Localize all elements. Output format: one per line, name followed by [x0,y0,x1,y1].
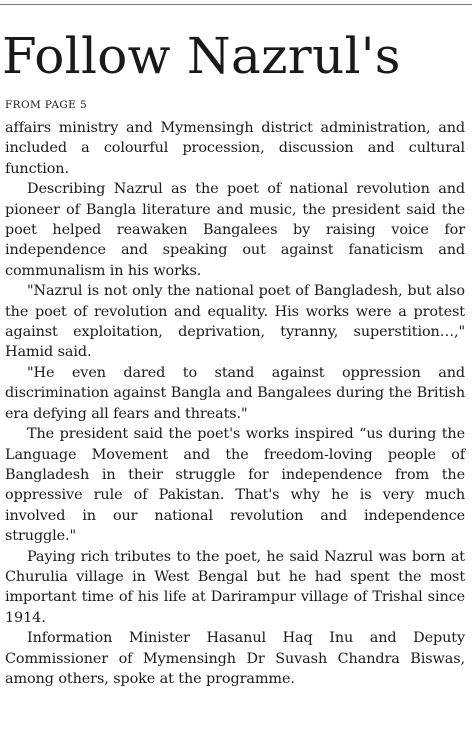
paragraph: The president said the poet's works inspired “us during the Language Movement and the freedom-loving people of Bangladesh in their struggle for independence from the oppressive rule of Pakistan. That's why he is very much involved in our national revolution and independence struggle." [5,426,465,545]
paragraph: Information Minister Hasanul Haq Inu and Deputy Commissioner of Mymensingh Dr Suvash Chandra Biswas, among others, spoke at the programme. [5,630,465,687]
paragraph: "Nazrul is not only the national poet of Bangladesh, but also the poet of revolution and equality. His works were a protest against exploitation, deprivation, tyranny, superstition…," Hamid said. [5,283,465,361]
article-body [5,118,465,689]
top-rule [0,4,472,5]
paragraph: "He even dared to stand against oppression and discrimination against Bangla and Bangalees during the British era defying all fears and threats." [5,364,465,422]
jump-line: FROM PAGE 5 [5,99,88,111]
paragraph: Paying rich tributes to the poet, he said Nazrul was born at Churulia village in West Bengal but he had spent the most important time of his life at Darirampur village of Trishal since 1914. [5,548,465,626]
paragraph-continuation: affairs ministry and Mymensingh district administration, and included a colourful procession, discussion and cultural function. [5,120,465,177]
paragraph: Describing Nazrul as the poet of national revolution and pioneer of Bangla literature and music, the president said the poet helped reawaken Bangalees by raising voice for independence and speaking out against fanaticism and communalism in his works. [5,181,465,279]
headline: Follow Nazrul's [2,27,401,85]
